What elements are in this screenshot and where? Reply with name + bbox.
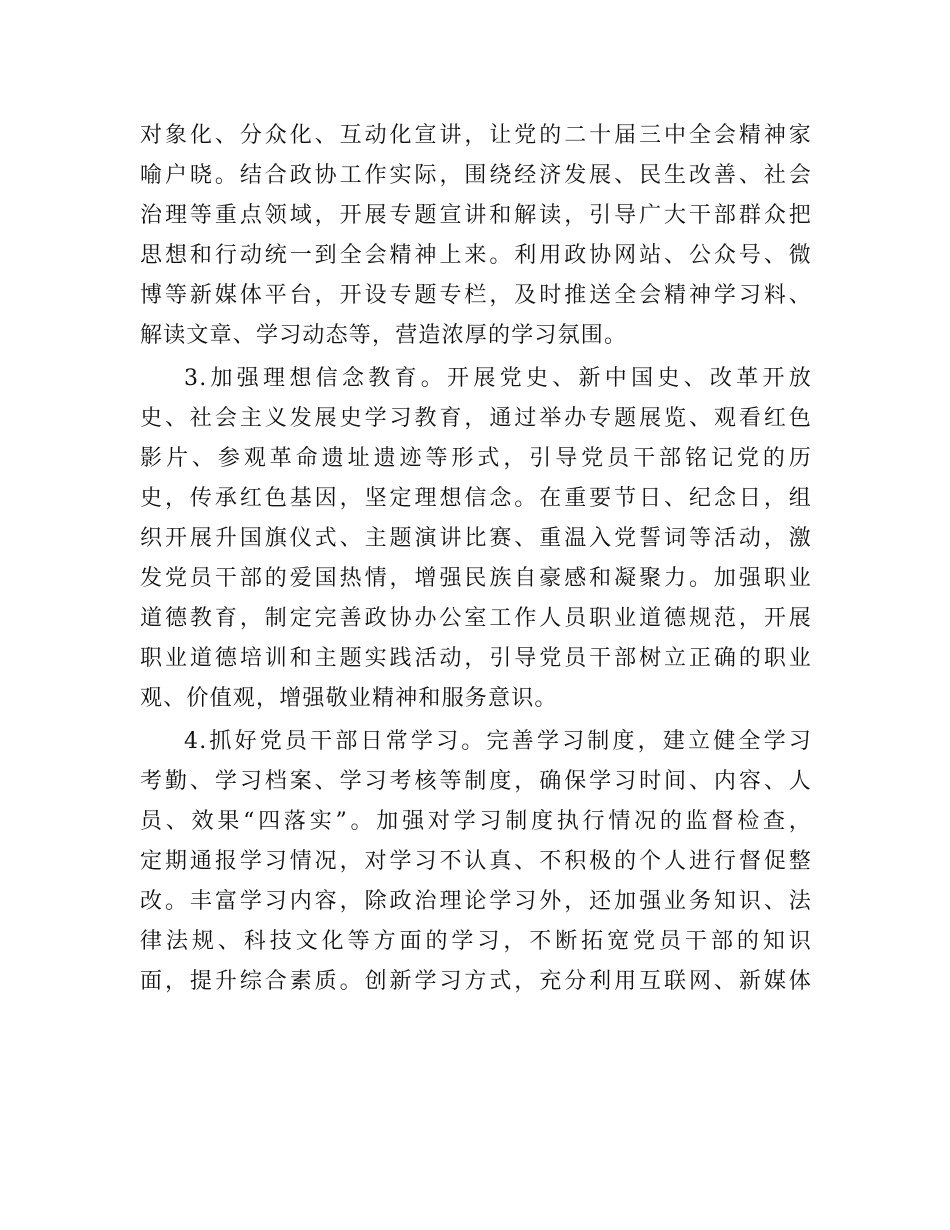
- text-line: 定期通报学习情况，对学习不认真、不积极的个人进行督促整: [140, 849, 812, 874]
- text-line: 观、价值观，增强敬业精神和服务意识。: [140, 686, 558, 711]
- text-line: 思想和行动统一到全会精神上来。利用政协网站、公众号、微: [140, 243, 812, 268]
- paragraph-item-3: [140, 359, 812, 719]
- text-line: 职业道德培训和主题实践活动，引导党员干部树立正确的职业: [140, 646, 812, 671]
- text-line: 4.抓好党员干部日常学习。完善学习制度，建立健全学习: [184, 729, 812, 754]
- paragraph-item-4: [140, 722, 812, 1002]
- text-line: 博等新媒体平台，开设专题专栏，及时推送全会精神学习料、: [140, 283, 812, 308]
- text-line: 影片、参观革命遗址遗迹等形式，引导党员干部铭记党的历: [140, 446, 812, 471]
- text-line: 治理等重点领域，开展专题宣讲和解读，引导广大干部群众把: [140, 203, 812, 228]
- text-line: 员、效果“四落实”。加强对学习制度执行情况的监督检查，: [140, 809, 812, 834]
- text-line: 道德教育，制定完善政协办公室工作人员职业道德规范，开展: [140, 606, 812, 631]
- text-line: 律法规、科技文化等方面的学习，不断拓宽党员干部的知识: [140, 929, 812, 954]
- text-line: 喻户晓。结合政协工作实际，围绕经济发展、民生改善、社会: [140, 163, 812, 188]
- paragraph-continuation: [140, 116, 812, 356]
- text-line: 考勤、学习档案、学习考核等制度，确保学习时间、内容、人: [140, 769, 812, 794]
- body-text: [140, 116, 812, 1002]
- text-line: 面，提升综合素质。创新学习方式，充分利用互联网、新媒体: [140, 969, 812, 994]
- text-line: 对象化、分众化、互动化宣讲，让党的二十届三中全会精神家: [140, 123, 812, 148]
- text-line: 史、社会主义发展史学习教育，通过举办专题展览、观看红色: [140, 406, 812, 431]
- text-line: 织开展升国旗仪式、主题演讲比赛、重温入党誓词等活动，激: [140, 526, 812, 551]
- text-line: 解读文章、学习动态等，营造浓厚的学习氛围。: [140, 323, 628, 348]
- text-line: 改。丰富学习内容，除政治理论学习外，还加强业务知识、法: [140, 889, 812, 914]
- text-line: 3.加强理想信念教育。开展党史、新中国史、改革开放: [184, 366, 812, 391]
- text-line: 发党员干部的爱国热情，增强民族自豪感和凝聚力。加强职业: [140, 566, 812, 591]
- text-line: 史，传承红色基因，坚定理想信念。在重要节日、纪念日，组: [140, 486, 812, 511]
